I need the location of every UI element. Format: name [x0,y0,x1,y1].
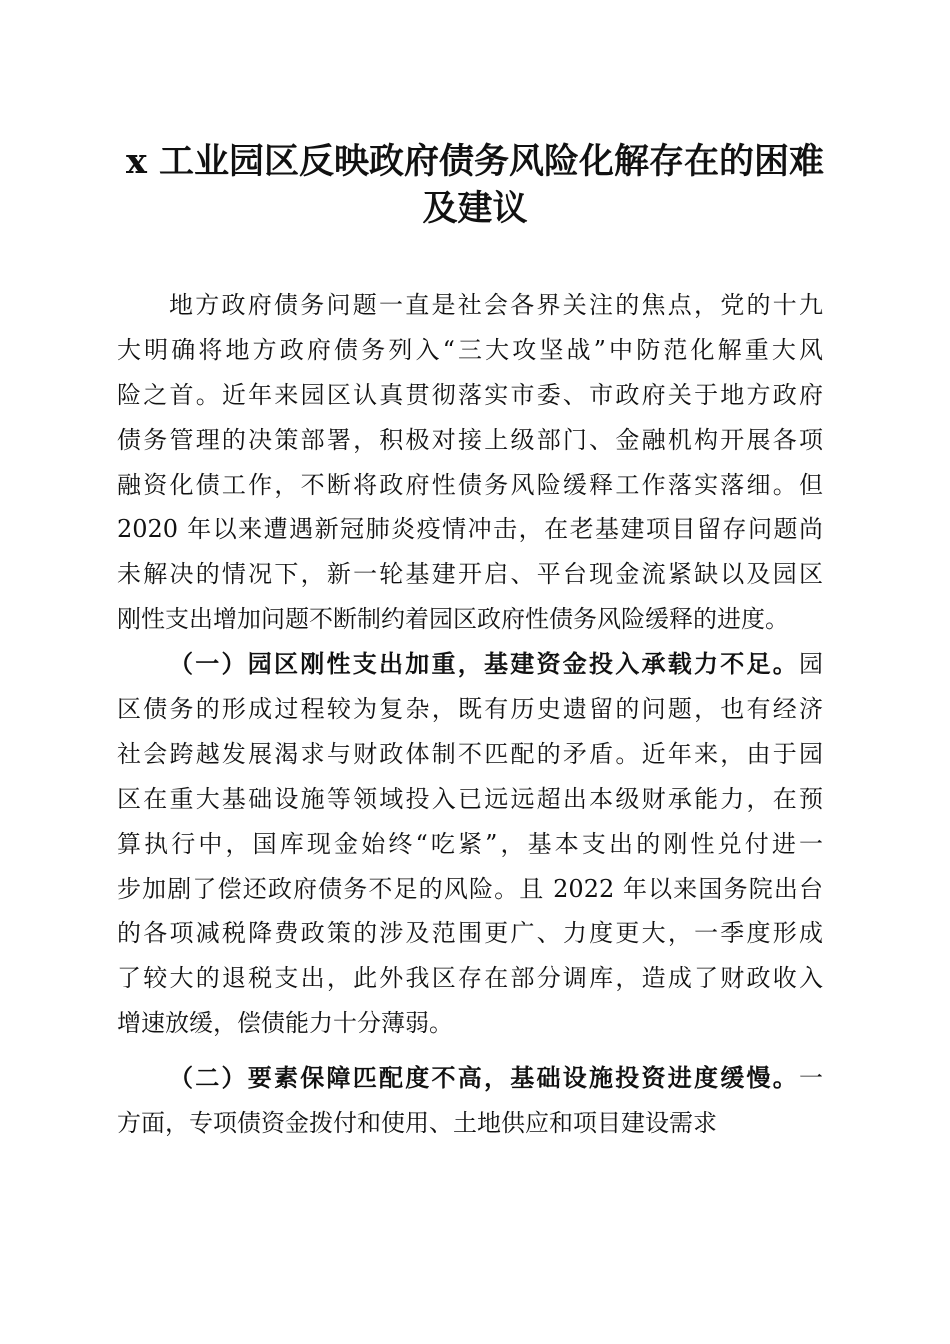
intro-line-3: 险之首。近年来园区认真贯彻落实市委、市政府关于地方政府 [117,380,823,409]
section-1-line-8: 了较大的退税支出，此外我区存在部分调库，造成了财政收入 [117,964,823,993]
section-1-line-3: 社会跨越发展渴求与财政体制不匹配的矛盾。近年来，由于园 [117,739,823,768]
paragraph-gap [117,1046,823,1056]
section-1-line-4: 区在重大基础设施等领域投入已远远超出本级财承能力，在预 [117,784,823,813]
section-2-first-line [117,1056,823,1101]
section-1-line-2: 区债务的形成过程较为复杂，既有历史遗留的问题，也有经济 [117,695,823,724]
intro-line-6: 2020 年以来遭遇新冠肺炎疫情冲击，在老基建项目留存问题尚 [117,515,823,544]
document-title [110,138,840,232]
intro-line-8: 刚性支出增加问题不断制约着园区政府性债务风险缓释的进度。 [117,605,789,634]
section-2-first-line-rest: 一 [799,1064,823,1093]
section-1-first-line [117,642,823,687]
section-1-first-line-rest: 园 [799,650,823,679]
section-1-line-7: 的各项减税降费政策的涉及范围更广、力度更大，一季度形成 [117,919,823,948]
section-1-line-6: 步加剧了偿还政府债务不足的风险。且 2022 年以来国务院出台 [117,874,823,903]
section-2-line-2: 方面，专项债资金拨付和使用、土地供应和项目建设需求 [117,1109,717,1138]
intro-line-4: 债务管理的决策部署，积极对接上级部门、金融机构开展各项 [117,425,823,454]
title-line-2: 及建议 [422,188,528,229]
section-1-heading: （一）园区刚性支出加重，基建资金投入承载力不足。 [169,649,799,679]
title-line-1: x 工业园区反映政府债务风险化解存在的困难 [125,141,825,182]
intro-line-7: 未解决的情况下，新一轮基建开启、平台现金流紧缺以及园区 [117,560,823,589]
section-2-heading: （二）要素保障匹配度不高，基础设施投资进度缓慢。 [169,1063,799,1093]
intro-line-1: 地方政府债务问题一直是社会各界关注的焦点，党的十九 [169,291,823,319]
intro-line-2: 大明确将地方政府债务列入“三大攻坚战”中防范化解重大风 [117,335,823,364]
section-2-paragraph [117,1056,823,1146]
intro-paragraph [117,283,823,642]
section-1-line-5: 算执行中，国库现金始终“吃紧”，基本支出的刚性兑付进一 [117,829,823,858]
section-1-paragraph [117,642,823,1046]
section-1-line-9: 增速放缓，偿债能力十分薄弱。 [117,1009,453,1038]
intro-line-5: 融资化债工作，不断将政府性债务风险缓释工作落实落细。但 [117,470,823,499]
document-body [117,283,823,1146]
